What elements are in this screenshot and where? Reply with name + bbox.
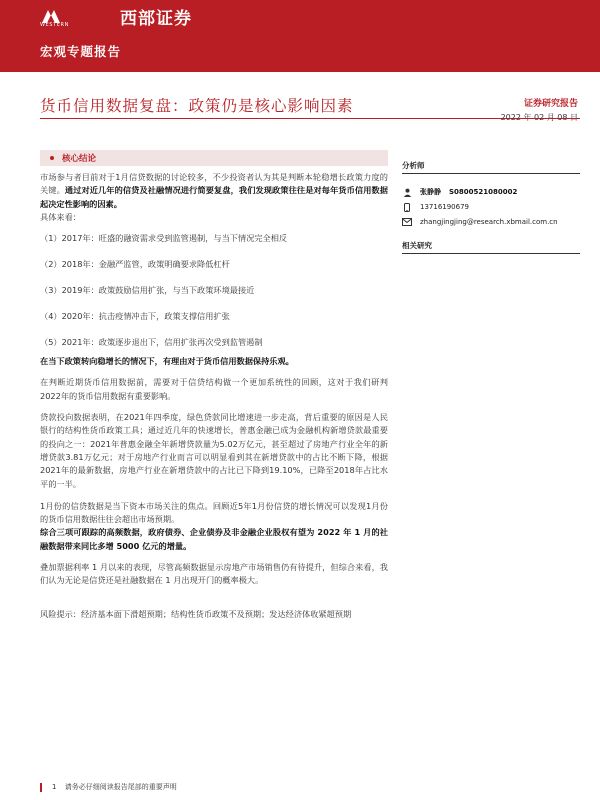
list-item: （4）2020年：抗击疫情冲击下，政策支撑信用扩张 [40, 311, 230, 322]
risk-warning: 风险提示：经济基本面下滑超预期；结构性货币政策不及预期；发达经济体收紧超预期 [40, 608, 352, 619]
main-column [40, 150, 388, 621]
analyst-email[interactable]: zhangjingjing@research.xbmail.com.cn [420, 218, 558, 226]
list-item: （5）2021年：政策逐步退出下，信用扩张再次受到监管遏制 [40, 337, 263, 348]
analyst-info [402, 186, 580, 228]
footer-accent-bar [40, 783, 42, 792]
intro-paragraph [40, 171, 388, 224]
phone-icon [402, 202, 412, 212]
paragraph-loan-data: 贷款投向数据表明，在2021年四季度，绿色贷款同比增速进一步走高，背后重要的原因是人民银行的结构性货币政策工具；通过近几年的快速增长，普惠金融已成为金融机构新增贷款最重要的投向之一：2021年普惠金融全年新增贷款量为5.02万亿元，甚至超过了房地产行业全年的新增贷款3.81万亿元；对于房地产行业而言可以明显看到其在新增贷款中的占比不断下降，根据2021年的最新数据，房地产行业在新增贷款中的占比已下降到19.10%，已降至2018年占比水平的一半。 [40, 412, 388, 489]
report-title: 货币信用数据复盘：政策仍是核心影响因素 [40, 97, 354, 115]
paragraph-january-credit: 1月份的信贷数据是当下资本市场关注的焦点。回顾近5年1月份信贷的增长情况可以发现1月份的货币信用数据往往会超出市场预期。 [40, 500, 388, 525]
analyst-name-row [402, 186, 580, 198]
list-item: （3）2019年：政策鼓励信用扩张，与当下政策环境最接近 [40, 285, 255, 296]
section-header-core-conclusion [40, 150, 388, 166]
analyst-cert-number: S0800521080002 [449, 188, 518, 196]
person-icon [402, 187, 412, 197]
page-footer [52, 782, 177, 792]
intro-text: 市场参与者目前对于1月信贷数据的讨论较多，不少投资者认为其是判断本轮稳增长政策力度的关键。 [40, 172, 388, 196]
analyst-name: 张静静 [420, 188, 441, 196]
conclusion-bold-line: 在当下政策转向稳增长的情况下，有理由对于货币信用数据保持乐观。 [40, 356, 294, 367]
analyst-email-row [402, 216, 580, 228]
report-header [0, 0, 600, 72]
bullet-dot-icon [50, 156, 54, 160]
section-title: 核心结论 [62, 154, 97, 164]
analyst-header: 分析师 [402, 160, 580, 174]
paragraph-review: 在判断近期货币信用数据前，需要对于信贷结构做一个更加系统性的回顾，这对于我们研判2022年的货币信用数据有重要影响。 [40, 377, 388, 401]
title-divider [40, 118, 580, 119]
page-number: 1 [52, 783, 57, 791]
intro-bold-text: 通过对近几年的信贷及社融情况进行简要复盘，我们发现政策往往是对每年货币信用数据起决定性影响的因素。 [40, 185, 388, 209]
disclaimer-note: 请务必仔细阅读报告尾部的重要声明 [64, 783, 177, 791]
analyst-phone: 13716190679 [420, 203, 469, 211]
related-research-header: 相关研究 [402, 240, 580, 254]
intro-lead: 具体来看： [40, 211, 81, 222]
side-column [402, 160, 580, 254]
brand-name-en: WESTERN [40, 22, 69, 28]
brand-name-cn: 西部证券 [120, 8, 192, 29]
report-type: 宏观专题报告 [40, 44, 122, 59]
paragraph-bill-rate: 叠加票据利率 1 月以来的表现，尽管高频数据显示房地产市场销售仍有待提升，但综合来看，我们认为无论是信贷还是社融数据在 1 月出现开门的概率极大。 [40, 562, 388, 586]
paragraph-high-frequency-bold: 综合三项可跟踪的高频数据，政府债券、企业债券及非金融企业股权有望为 2022 年 1 月的社融数据带来同比多增 5000 亿元的增量。 [40, 527, 388, 551]
mail-icon [402, 217, 412, 227]
list-item: （2）2018年：金融严监管，政策明确要求降低杠杆 [40, 259, 230, 270]
report-tag: 证券研究报告 [523, 99, 578, 109]
year-list [40, 232, 388, 349]
analyst-phone-row [402, 201, 580, 213]
list-item: （1）2017年：旺盛的融资需求受到监管遏制，与当下情况完全相反 [40, 233, 288, 244]
